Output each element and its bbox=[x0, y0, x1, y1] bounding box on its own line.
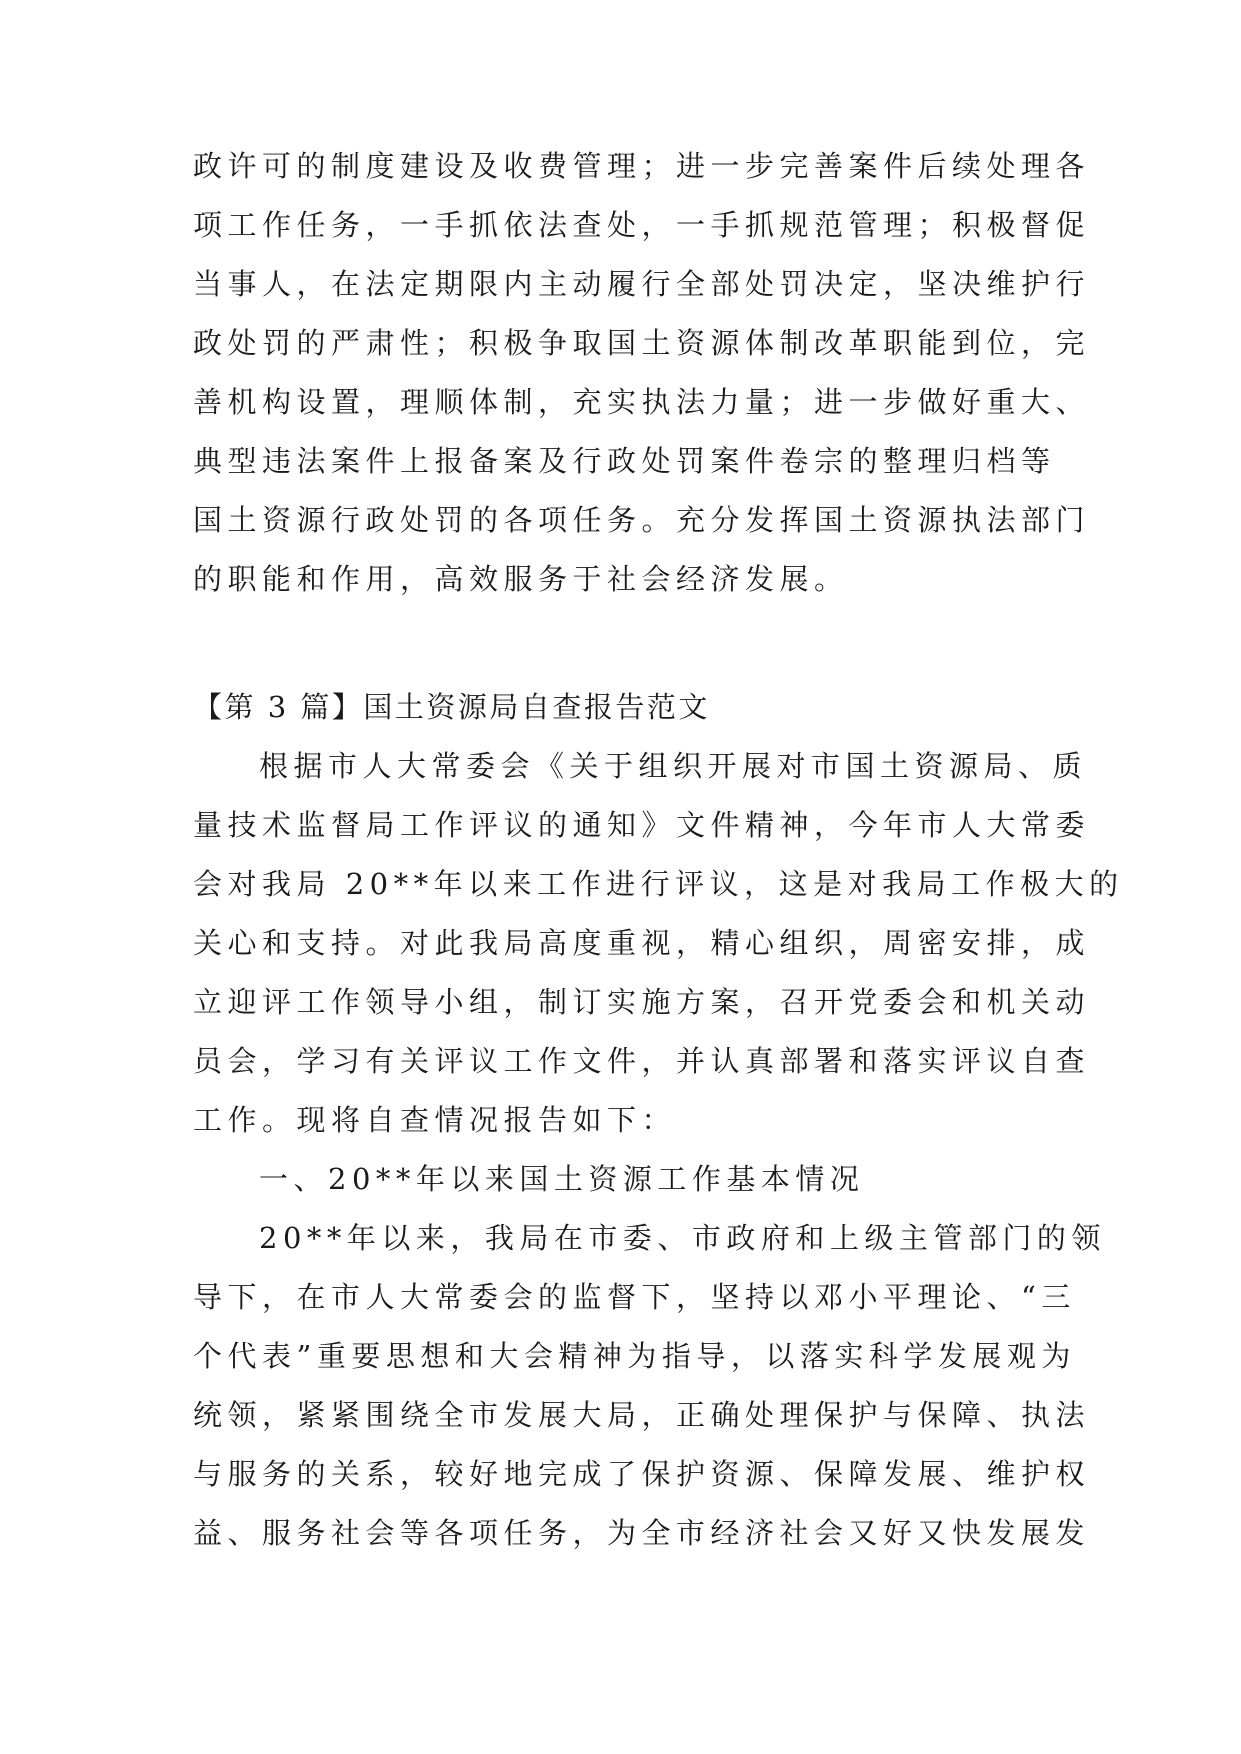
section-subheading: 一、20**年以来国土资源工作基本情况 bbox=[259, 1162, 865, 1196]
paragraph-line: 与服务的关系，较好地完成了保护资源、保障发展、维护权 bbox=[193, 1457, 1091, 1491]
article-title: 【第 3 篇】国土资源局自查报告范文 bbox=[193, 690, 710, 724]
paragraph-line: 当事人，在法定期限内主动履行全部处罚决定，坚决维护行 bbox=[193, 267, 1091, 301]
paragraph-line: 工作。现将自查情况报告如下： bbox=[193, 1103, 677, 1137]
paragraph-line: 根据市人大常委会《关于组织开展对市国土资源局、质 bbox=[259, 749, 1088, 783]
continued-paragraph bbox=[193, 137, 1091, 609]
paragraph-line: 导下，在市人大常委会的监督下，坚持以邓小平理论、“三 bbox=[193, 1280, 1076, 1314]
paragraph-line: 国土资源行政处罚的各项任务。充分发挥国土资源执法部门 bbox=[193, 503, 1091, 537]
paragraph-line: 典型违法案件上报备案及行政处罚案件卷宗的整理归档等 bbox=[193, 444, 1056, 478]
paragraph-line: 的职能和作用，高效服务于社会经济发展。 bbox=[193, 562, 849, 596]
paragraph-line: 益、服务社会等各项任务，为全市经济社会又好又快发展发 bbox=[193, 1516, 1091, 1550]
paragraph-line: 量技术监督局工作评议的通知》文件精神，今年市人大常委 bbox=[193, 808, 1091, 842]
paragraph-line: 会对我局 20**年以来工作进行评议，这是对我局工作极大的 bbox=[193, 867, 1124, 901]
paragraph-line: 政处罚的严肃性；积极争取国土资源体制改革职能到位，完 bbox=[193, 326, 1091, 360]
paragraph-line: 个代表”重要思想和大会精神为指导，以落实科学发展观为 bbox=[193, 1339, 1076, 1373]
paragraph-line: 项工作任务，一手抓依法查处，一手抓规范管理；积极督促 bbox=[193, 208, 1091, 242]
paragraph-line: 员会，学习有关评议工作文件，并认真部署和落实评议自查 bbox=[193, 1044, 1091, 1078]
paragraph-line: 善机构设置，理顺体制，充实执法力量；进一步做好重大、 bbox=[193, 385, 1091, 419]
paragraph-line: 20**年以来，我局在市委、市政府和上级主管部门的领 bbox=[259, 1221, 1106, 1255]
article-section bbox=[193, 678, 1124, 1563]
paragraph-line: 立迎评工作领导小组，制订实施方案，召开党委会和机关动 bbox=[193, 985, 1091, 1019]
paragraph-line: 关心和支持。对此我局高度重视，精心组织，周密安排，成 bbox=[193, 926, 1091, 960]
paragraph-line: 统领，紧紧围绕全市发展大局，正确处理保护与保障、执法 bbox=[193, 1398, 1091, 1432]
paragraph-line: 政许可的制度建设及收费管理；进一步完善案件后续处理各 bbox=[193, 149, 1091, 183]
